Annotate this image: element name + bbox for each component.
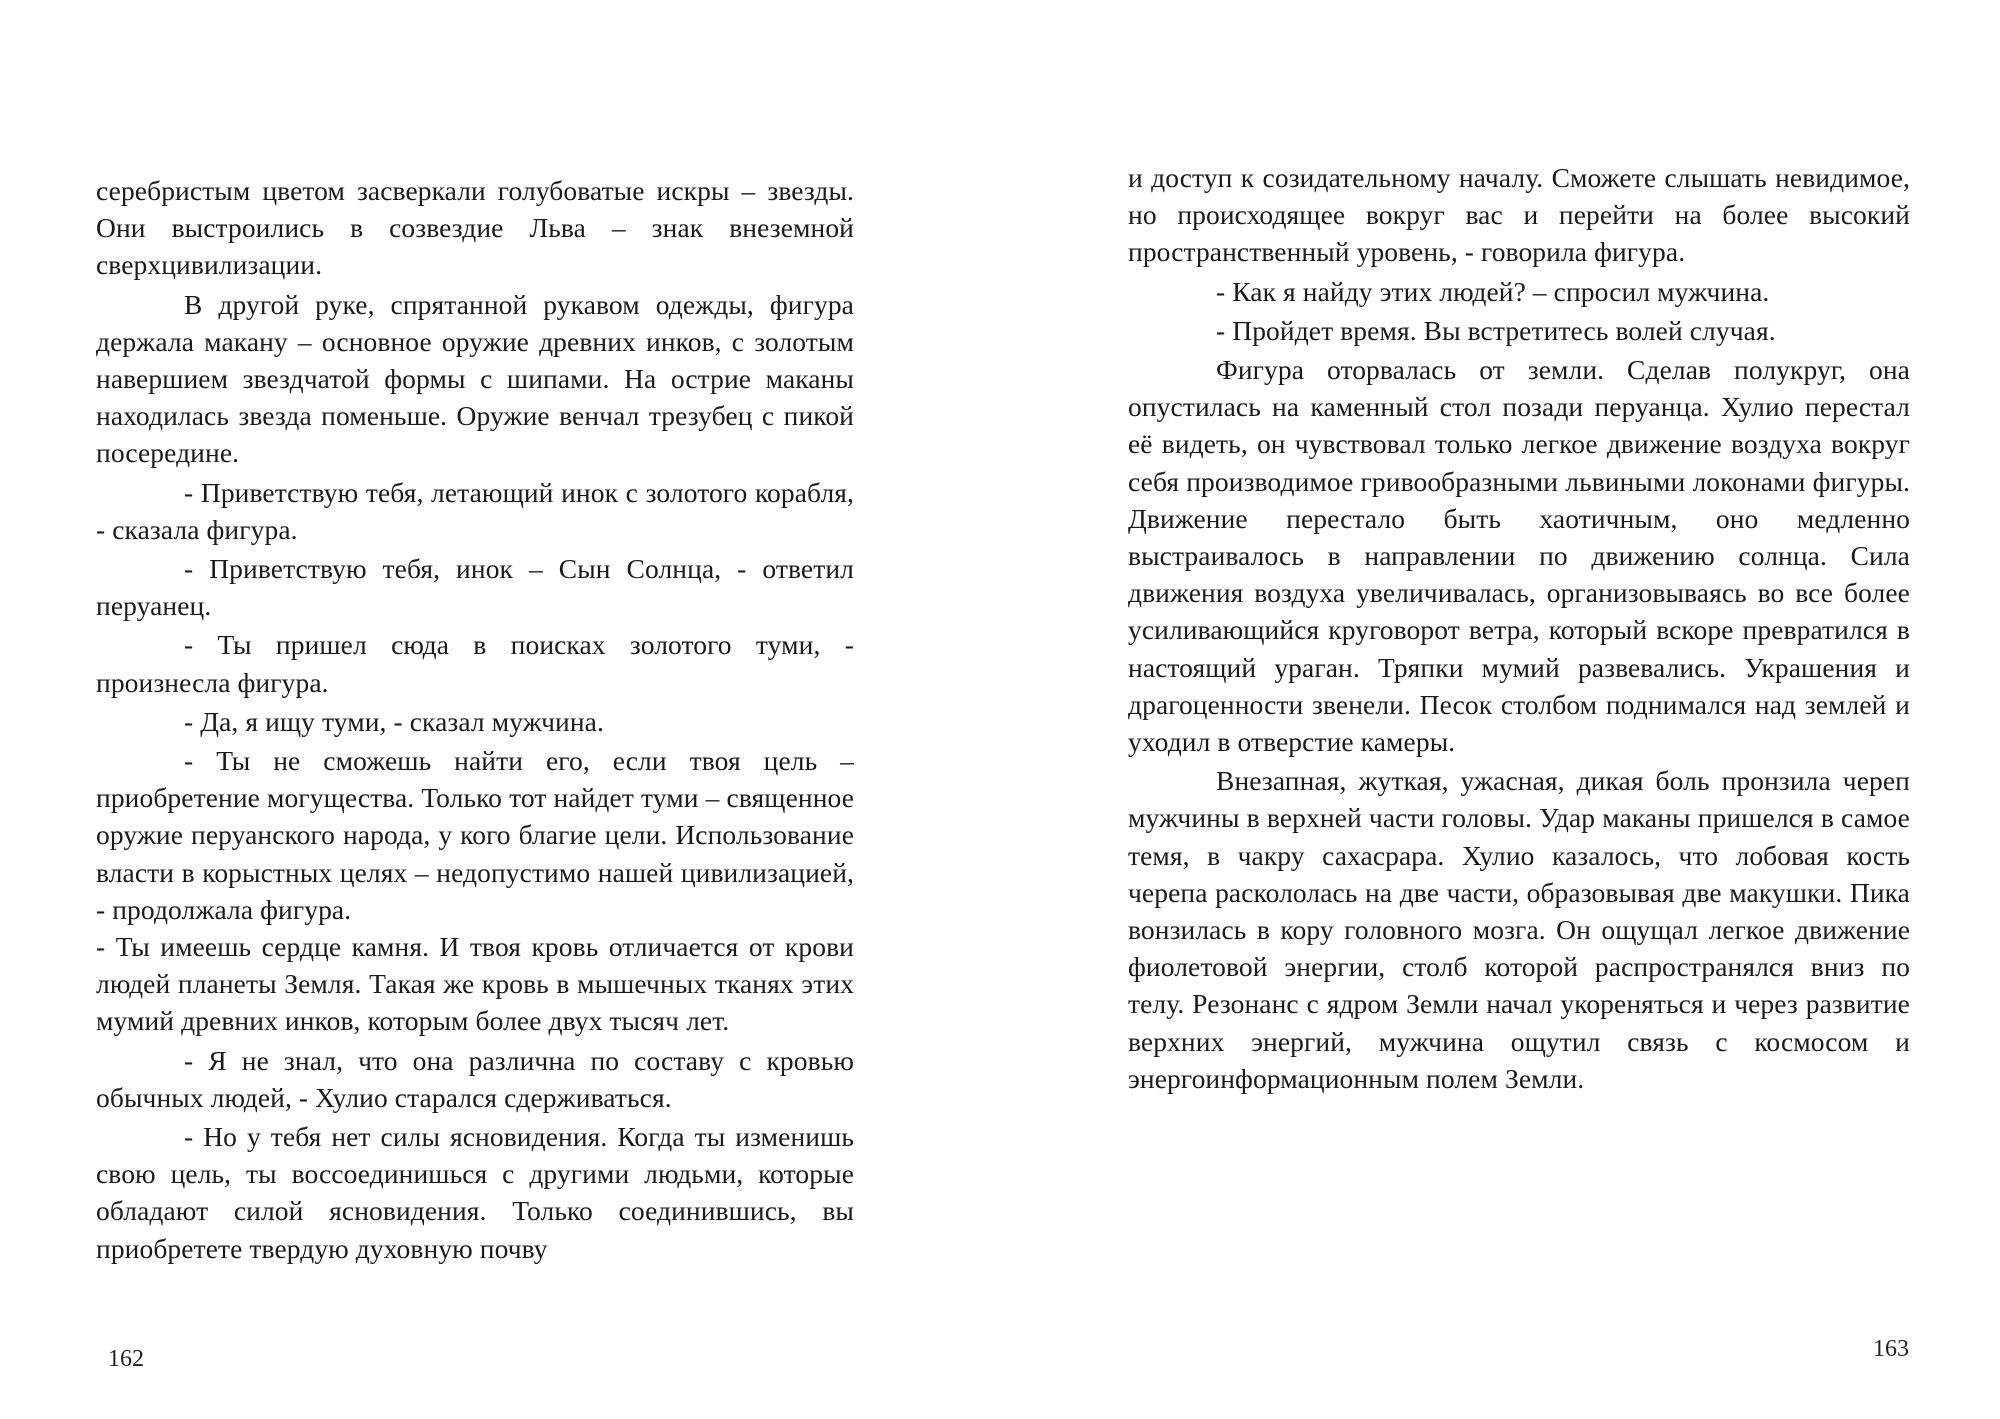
- paragraph: и доступ к созидательному началу. Сможете слышать невидимое, но происходящее вокруг вас и перейти на более высокий пространственный уровень, - говорила фигура.: [1128, 162, 1910, 268]
- paragraph: Фигура оторвалась от земли. Сделав полукруг, она опустилась на каменный стол позади перуанца. Хулио перестал её видеть, он чувствовал только легкое движение воздуха вокруг себя производимое гривообразными львиными локонами фигуры. Движение перестало быть хаотичным, оно медленно выстраивалось в направлении по движению солнца. Сила движения воздуха увеличивалась, организовываясь во все более усиливающийся круговорот ветра, который вскоре превратился в настоящий ураган. Тряпки мумий развевались. Украшения и драгоценности звенели. Песок столбом поднимался над землей и уходил в отверстие камеры.: [1128, 354, 1910, 758]
- paragraph: - Ты имеешь сердце камня. И твоя кровь отличается от крови людей планеты Земля. Такая же кровь в мышечных тканях этих мумий древних инков, которым более двух тысяч лет.: [96, 931, 854, 1037]
- paragraph: - Пройдет время. Вы встретитесь волей случая.: [1216, 314, 1776, 346]
- paragraph: Внезапная, жуткая, ужасная, дикая боль пронзила череп мужчины в верхней части головы. Удар маканы пришелся в самое темя, в чакру сахасрара. Хулио казалось, что лобовая кость черепа раскололась на две части, образовывая две макушки. Пика вонзилась в кору головного мозга. Он ощущал легкое движение фиолетовой энергии, столб которой распространялся вниз по телу. Резонанс с ядром Земли начал укореняться и через развитие верхних энергий, мужчина ощутил связь с космосом и энергоинформационным полем Земли.: [1128, 765, 1910, 1094]
- paragraph: В другой руке, спрятанной рукавом одежды, фигура держала макану – основное оружие древних инков, с золотым навершием звездчатой формы с шипами. На острие маканы находилась звезда поменьше. Оружие венчал трезубец с пикой посередине.: [96, 288, 854, 469]
- page-number-right: 163: [1873, 1336, 1909, 1362]
- right-page: [1000, 0, 2000, 1419]
- paragraph: - Приветствую тебя, летающий инок с золотого корабля, - сказала фигура.: [96, 476, 854, 545]
- paragraph: - Я не знал, что она различна по составу с кровью обычных людей, - Хулио старался сдерживаться.: [96, 1044, 854, 1113]
- paragraph: - Ты пришел сюда в поисках золотого туми, - произнесла фигура.: [96, 629, 854, 698]
- left-page-text: [96, 172, 854, 1267]
- right-page-text: [1128, 159, 1910, 1097]
- paragraph: - Ты не сможешь найти его, если твоя цель – приобретение могущества. Только тот найдет туми – священное оружие перуанского народа, у кого благие цели. Использование власти в корыстных целях – недопустимо нашей цивилизацией, - продолжала фигура.: [96, 745, 854, 925]
- paragraph: - Как я найду этих людей? – спросил мужчина.: [1216, 275, 1770, 307]
- paragraph: - Но у тебя нет силы ясновидения. Когда ты изменишь свою цель, ты воссоединишься с другими людьми, которые обладают силой ясновидения. Только соединившись, вы приобретете твердую духовную почву: [96, 1121, 854, 1264]
- paragraph: серебристым цветом засверкали голубоватые искры – звезды. Они выстроились в созвездие Льва – знак внеземной сверхцивилизации.: [96, 175, 854, 281]
- paragraph: - Приветствую тебя, инок – Сын Солнца, - ответил перуанец.: [96, 553, 854, 622]
- paragraph: - Да, я ищу туми, - сказал мужчина.: [184, 705, 604, 737]
- page-number-left: 162: [108, 1346, 144, 1372]
